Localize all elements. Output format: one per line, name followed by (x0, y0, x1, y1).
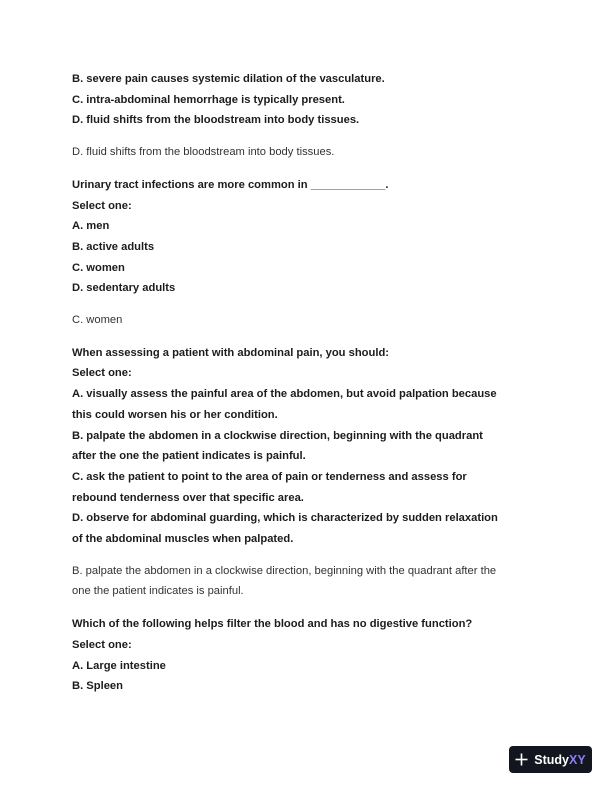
question-text: Which of the following helps filter the blood and has no digestive function? (72, 618, 473, 631)
option-line: A. visually assess the painful area of the abdomen, but avoid palpation because (72, 388, 497, 401)
option-line: after the one the patient indicates is painful. (72, 450, 306, 463)
option-line: B. Spleen (72, 680, 123, 693)
option-line: rebound tenderness over that specific area. (72, 491, 304, 504)
select-one-label: Select one: (72, 367, 132, 380)
studyxy-badge[interactable] (509, 746, 592, 773)
question-text: Urinary tract infections are more common in ____________. (72, 178, 389, 191)
option-line: C. ask the patient to point to the area of pain or tenderness and assess for (72, 470, 467, 483)
option-line: A. men (72, 220, 110, 233)
option-line: of the abdominal muscles when palpated. (72, 533, 294, 546)
answer-text: D. fluid shifts from the bloodstream into body tissues. (72, 146, 335, 159)
brand-accent: XY (569, 752, 586, 767)
document-page (72, 69, 542, 697)
option-line: B. palpate the abdomen in a clockwise direction, beginning with the quadrant (72, 429, 483, 442)
option-line: B. active adults (72, 240, 155, 253)
option-line: A. Large intestine (72, 659, 166, 672)
option-line: C. intra-abdominal hemorrhage is typically present. (72, 93, 345, 106)
brand-name (534, 753, 585, 767)
plus-icon (515, 753, 528, 766)
option-line: B. severe pain causes systemic dilation of the vasculature. (72, 73, 385, 85)
option-line: D. sedentary adults (72, 282, 176, 295)
select-one-label: Select one: (72, 199, 132, 212)
select-one-label: Select one: (72, 638, 132, 651)
answer-text: one the patient indicates is painful. (72, 585, 244, 598)
option-line: C. women (72, 261, 125, 274)
option-line: D. observe for abdominal guarding, which is characterized by sudden relaxation (72, 512, 498, 525)
answer-text: C. women (72, 314, 123, 327)
question-text: When assessing a patient with abdominal pain, you should: (72, 346, 390, 359)
option-line: this could worsen his or her condition. (72, 408, 278, 421)
option-line: D. fluid shifts from the bloodstream into body tissues. (72, 114, 360, 127)
brand-main: Study (534, 752, 570, 767)
answer-text: B. palpate the abdomen in a clockwise direction, beginning with the quadrant after the (72, 564, 497, 577)
